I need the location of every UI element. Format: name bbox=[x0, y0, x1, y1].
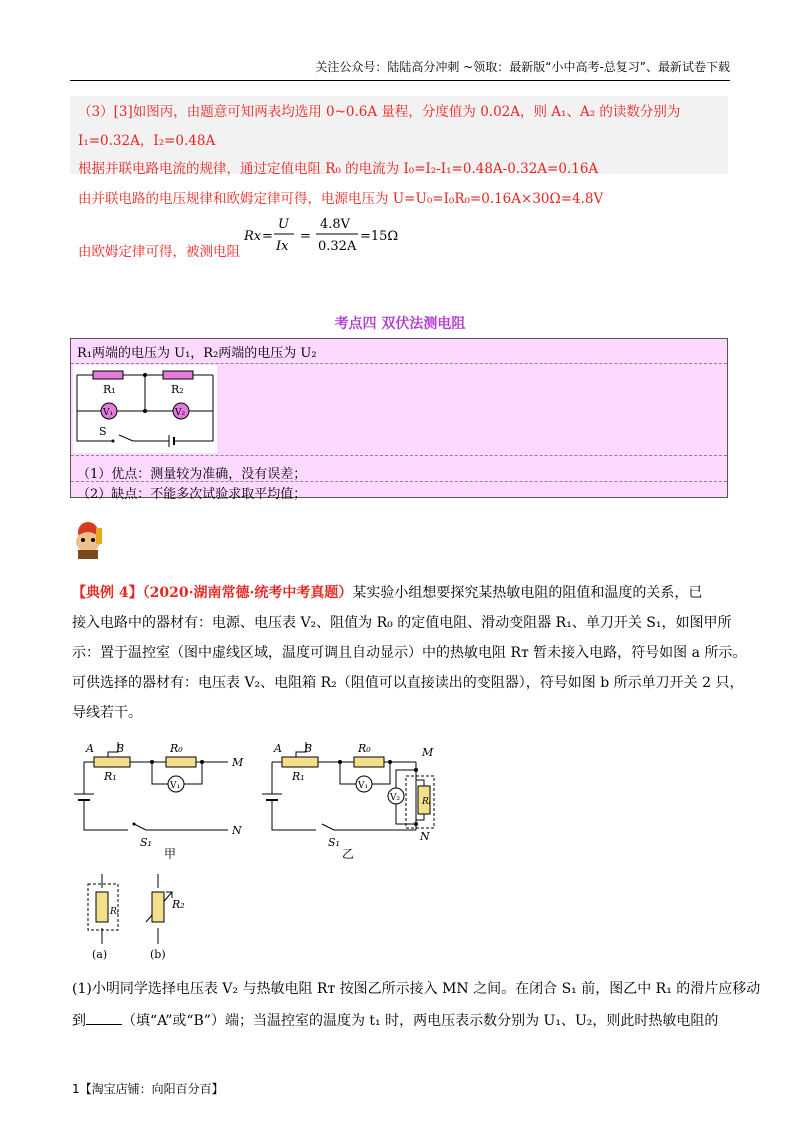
label-r1: R₁ bbox=[103, 383, 116, 396]
circuit-yi bbox=[260, 732, 450, 862]
example-label: 【典例 4】 bbox=[72, 585, 143, 601]
box-intro: R₁两端的电压为 U₁，R₂两端的电压为 U₂ bbox=[77, 346, 317, 361]
sym-rt: Rₜ bbox=[110, 907, 119, 917]
box-advantage: （1）优点：测量较为准确，没有误差； bbox=[77, 467, 307, 482]
formula-num1: U bbox=[278, 217, 289, 232]
formula-den1: Ix bbox=[276, 239, 289, 254]
example-line-2: 接入电路中的器材有：电源、电压表 V₂、阻值为 R₀ 的定值电阻、滑动变阻器 R₁、单刀开关 S₁，如图甲所 bbox=[72, 615, 732, 631]
yi-n: N bbox=[420, 830, 430, 843]
solution-line-2: I₁=0.32A，I₂=0.48A bbox=[78, 133, 216, 149]
example-text-1: 某实验小组想要探究某热敏电阻的阻值和温度的关系，已 bbox=[352, 585, 703, 601]
question-line-2 bbox=[72, 1010, 718, 1030]
yi-v1: V₁ bbox=[358, 781, 369, 791]
jia-r0: R₀ bbox=[170, 742, 183, 755]
solution-line-4: 由并联电路的电压规律和欧姆定律可得，电源电压为 U=U₀=I₀R₀=0.16A×30Ω=4.8V bbox=[78, 191, 604, 207]
label-v1: V₁ bbox=[103, 408, 114, 418]
yi-v2: V₂ bbox=[390, 793, 401, 803]
question-line-1: (1)小明同学选择电压表 V₂ 与热敏电阻 Rт 按图乙所示接入 MN 之间。在闭合 S₁ 前，图乙中 R₁ 的滑片应移动 bbox=[72, 981, 761, 997]
solution-line-3: 根据并联电路电流的规律，通过定值电阻 R₀ 的电流为 I₀=I₂-I₁=0.48A-0.32A=0.16A bbox=[78, 161, 599, 177]
yi-s1: S₁ bbox=[328, 836, 340, 849]
box-disadvantage: （2）缺点：不能多次试验求取平均值； bbox=[77, 487, 307, 502]
question-post: （填“A”或“B”）端；当温控室的温度为 t₁ 时，两电压表示数分别为 U₁、U₂，则此时热敏电阻的 bbox=[122, 1013, 719, 1029]
yi-r0: R₀ bbox=[358, 742, 371, 755]
yi-a: A bbox=[274, 742, 282, 755]
box-sep-1 bbox=[71, 363, 727, 364]
box-sep-2 bbox=[71, 455, 727, 456]
component-symbols bbox=[80, 872, 200, 962]
yi-m: M bbox=[422, 746, 434, 759]
jia-v1: V₁ bbox=[170, 781, 181, 791]
formula-result: =15Ω bbox=[360, 229, 399, 244]
jia-n: N bbox=[232, 824, 242, 837]
jia-s1: S₁ bbox=[140, 836, 152, 849]
solution-line-5: 由欧姆定律可得，被测电阻 bbox=[78, 244, 240, 260]
header-rule bbox=[70, 80, 730, 81]
sym-r2: R₂ bbox=[172, 898, 185, 911]
formula-den2: 0.32A bbox=[318, 239, 357, 254]
page-header: 关注公众号：陆陆高分冲刺 ~领取：最新版“小中高考-总复习”、最新试卷下载 bbox=[315, 60, 730, 74]
double-voltmeter-circuit bbox=[73, 365, 217, 453]
formula-lhs: Rx bbox=[244, 229, 262, 244]
jia-b: B bbox=[116, 742, 125, 755]
yi-r1: R₁ bbox=[292, 770, 305, 783]
svg-text:=: = bbox=[300, 229, 311, 244]
solution-line-1: （3）[3]如图丙，由题意可知两表均选用 0~0.6A 量程，分度值为 0.02A，则 A₁、A₂ 的读数分别为 bbox=[78, 104, 681, 120]
page-footer: 1【淘宝店铺：向阳百分百】 bbox=[72, 1082, 224, 1096]
resistance-formula bbox=[240, 212, 400, 258]
example-source: （2020·湖南常德·统考中考真题） bbox=[142, 585, 353, 601]
formula-num2: 4.8V bbox=[320, 217, 351, 232]
example-line-4: 可供选择的器材有：电压表 V₂、电阻箱 R₂（阻值可以直接读出的变阻器），符号如图 b 所示单刀开关 2 只， bbox=[72, 675, 744, 691]
jia-m: M bbox=[232, 756, 244, 769]
svg-text:=: = bbox=[262, 229, 273, 244]
example-line-1 bbox=[72, 582, 702, 602]
method-box bbox=[70, 338, 728, 502]
label-v2: V₂ bbox=[175, 408, 186, 418]
label-s: S bbox=[99, 425, 107, 438]
jia-label: 甲 bbox=[164, 847, 177, 861]
section-title: 考点四 双伏法测电阻 bbox=[334, 316, 466, 332]
yi-rt: Rₜ bbox=[422, 797, 431, 807]
example-line-3: 示：置于温控室（图中虚线区域，温度可调且自动显示）中的热敏电阻 Rт 暂未接入电路，符号如图 a 所示。 bbox=[72, 645, 747, 661]
circuit-jia bbox=[72, 732, 252, 862]
jia-a: A bbox=[86, 742, 94, 755]
answer-blank[interactable] bbox=[86, 1012, 122, 1025]
jia-r1: R₁ bbox=[104, 770, 117, 783]
mascot-icon bbox=[68, 518, 108, 562]
sym-b: (b) bbox=[150, 948, 166, 961]
box-sep-3 bbox=[71, 481, 727, 482]
question-pre: 到 bbox=[72, 1013, 86, 1029]
yi-label: 乙 bbox=[342, 847, 355, 861]
sym-a: (a) bbox=[92, 948, 108, 961]
example-line-5: 导线若干。 bbox=[72, 705, 142, 721]
yi-b: B bbox=[304, 742, 313, 755]
label-r2: R₂ bbox=[171, 383, 184, 396]
